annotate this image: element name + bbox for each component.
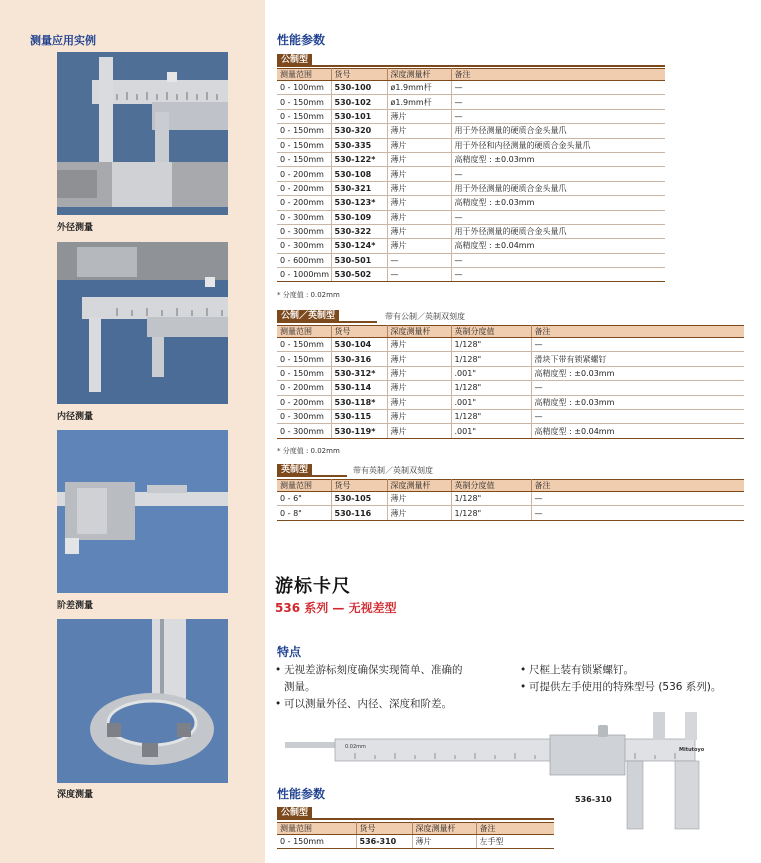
feature-text: 测量。: [284, 681, 316, 693]
col-code: 货号: [356, 823, 412, 835]
table-cell: ø1.9mm杆: [387, 81, 451, 95]
table-cell: ø1.9mm杆: [387, 95, 451, 109]
table-row: [277, 424, 744, 438]
table-cell: 用于外径测量的硬质合金头量爪: [451, 124, 665, 138]
table-cell: 1/128": [451, 409, 531, 423]
features-left: [275, 662, 515, 713]
table-cell: 536-310: [356, 835, 412, 849]
table-cell: 530-322: [331, 224, 387, 238]
bullet: •: [520, 681, 527, 693]
table-cell: .001": [451, 424, 531, 438]
table-row: [277, 152, 665, 166]
col-inch-graduation: 英制分度值: [451, 480, 531, 492]
table-cell: —: [531, 492, 744, 506]
table-cell: 0 - 200mm: [277, 167, 331, 181]
table-row: [277, 366, 744, 380]
table-cell: 薄片: [387, 506, 451, 520]
table-cell: 高精度型 : ±0.03mm: [531, 366, 744, 380]
table-cell: 1/128": [451, 492, 531, 506]
table-cell: 0 - 300mm: [277, 239, 331, 253]
depth-measurement-photo: [57, 619, 228, 783]
table-row: [277, 109, 665, 123]
table-cell: 530-321: [331, 181, 387, 195]
table-cell: 0 - 150mm: [277, 352, 331, 366]
table-cell: 0 - 1000mm: [277, 268, 331, 282]
table-cell: 薄片: [387, 352, 451, 366]
table-cell: 530-502: [331, 268, 387, 282]
table-cell: 530-109: [331, 210, 387, 224]
caption-outer: 外径测量: [57, 223, 94, 233]
table-row: [277, 268, 665, 282]
table-cell: 530-119*: [331, 424, 387, 438]
table-row: [277, 224, 665, 238]
spec-title: 性能参数: [277, 787, 326, 801]
table-row: [277, 338, 744, 352]
table-cell: 0 - 300mm: [277, 424, 331, 438]
table-cell: 薄片: [387, 492, 451, 506]
left-hand-spec-table: [277, 822, 554, 849]
table-row: [277, 181, 665, 195]
table-cell: 薄片: [387, 196, 451, 210]
col-depth-rod: 深度测量杆: [387, 69, 451, 81]
table-cell: 0 - 600mm: [277, 253, 331, 267]
col-remarks: 备注: [451, 69, 665, 81]
table-row: [277, 506, 744, 520]
table-cell: 0 - 150mm: [277, 152, 331, 166]
spec-title: 性能参数: [277, 33, 326, 47]
table-cell: 530-104: [331, 338, 387, 352]
table-row: [277, 95, 665, 109]
table-cell: 薄片: [387, 181, 451, 195]
table-cell: 高精度型 : ±0.03mm: [451, 152, 665, 166]
feature-item: [520, 662, 756, 679]
table-cell: 0 - 150mm: [277, 138, 331, 152]
table-row: [277, 381, 744, 395]
table-cell: 530-124*: [331, 239, 387, 253]
table-row: [277, 210, 665, 224]
tag-rule: [277, 321, 377, 323]
table-cell: 薄片: [387, 239, 451, 253]
table-cell: 1/128": [451, 506, 531, 520]
caption-depth: 深度测量: [57, 790, 94, 800]
caption-step: 阶差测量: [57, 601, 94, 611]
col-range: 测量范围: [277, 823, 356, 835]
application-examples-panel: [0, 0, 265, 863]
table-cell: 530-122*: [331, 152, 387, 166]
col-range: 测量范围: [277, 326, 331, 338]
table-cell: 薄片: [387, 409, 451, 423]
col-range: 测量范围: [277, 480, 331, 492]
table-cell: 薄片: [412, 835, 476, 849]
table-cell: 0 - 8": [277, 506, 331, 520]
table-cell: 530-101: [331, 109, 387, 123]
table-row: [277, 167, 665, 181]
tag-note: 带有英制／英制双刻度: [353, 466, 433, 475]
table-row: [277, 492, 744, 506]
table-cell: 530-123*: [331, 196, 387, 210]
feature-text: 可以测量外径、内径、深度和阶差。: [284, 698, 452, 710]
feature-item: [275, 662, 515, 679]
table-row: [277, 81, 665, 95]
feature-item: [520, 679, 756, 696]
table-cell: —: [387, 253, 451, 267]
table-row: [277, 196, 665, 210]
table-cell: 1/128": [451, 352, 531, 366]
table-cell: 530-105: [331, 492, 387, 506]
table-row: [277, 352, 744, 366]
table-cell: 0 - 150mm: [277, 109, 331, 123]
table-cell: —: [451, 95, 665, 109]
panel-title: 测量应用实例: [30, 34, 96, 47]
inch-tag: 英制型: [277, 464, 312, 477]
table-cell: 0 - 150mm: [277, 338, 331, 352]
inner-measurement-photo: [57, 242, 228, 404]
table-cell: —: [451, 81, 665, 95]
table-cell: 530-316: [331, 352, 387, 366]
table-cell: 用于外径测量的硬质合金头量爪: [451, 224, 665, 238]
table-cell: 薄片: [387, 109, 451, 123]
table-cell: 左手型: [476, 835, 554, 849]
table-cell: —: [531, 338, 744, 352]
table-cell: 用于外径测量的硬质合金头量爪: [451, 181, 665, 195]
metric-inch-tag-row: [277, 310, 744, 323]
product-title: 游标卡尺: [275, 576, 351, 597]
table-cell: —: [451, 167, 665, 181]
col-remarks: 备注: [531, 480, 744, 492]
metric-tag-row: [277, 54, 665, 67]
table-cell: 薄片: [387, 167, 451, 181]
table-cell: 用于外径和内径测量的硬质合金头量爪: [451, 138, 665, 152]
table-cell: 0 - 150mm: [277, 95, 331, 109]
table-cell: 薄片: [387, 124, 451, 138]
footnote: * 分度值 : 0.02mm: [277, 291, 340, 299]
table-cell: 530-102: [331, 95, 387, 109]
outer-measurement-photo: [57, 52, 228, 215]
table-cell: —: [451, 268, 665, 282]
table-cell: 530-501: [331, 253, 387, 267]
table-cell: 0 - 100mm: [277, 81, 331, 95]
table-cell: —: [451, 253, 665, 267]
tag-rule: [277, 818, 554, 820]
col-code: 货号: [331, 326, 387, 338]
table-row: [277, 409, 744, 423]
table-cell: 0 - 150mm: [277, 835, 356, 849]
table-cell: 530-108: [331, 167, 387, 181]
feature-text: 无视差游标刻度确保实现简单、准确的: [284, 664, 463, 676]
table-cell: 530-312*: [331, 366, 387, 380]
table-cell: .001": [451, 366, 531, 380]
table-cell: 1/128": [451, 381, 531, 395]
table-cell: 0 - 200mm: [277, 196, 331, 210]
tag-rule: [277, 65, 665, 67]
table-cell: —: [531, 381, 744, 395]
table-cell: 530-116: [331, 506, 387, 520]
table-cell: —: [387, 268, 451, 282]
inch-spec-table: [277, 479, 744, 521]
bullet: •: [275, 664, 282, 676]
table-cell: 高精度型 : ±0.04mm: [531, 424, 744, 438]
table-cell: 0 - 300mm: [277, 210, 331, 224]
col-depth-rod: 深度测量杆: [412, 823, 476, 835]
table-cell: 滑块下带有锁紧螺钉: [531, 352, 744, 366]
table-cell: —: [531, 506, 744, 520]
product-subtitle: 536 系列 — 无视差型: [275, 601, 397, 615]
table-cell: 530-100: [331, 81, 387, 95]
feature-text: 尺框上装有锁紧螺钉。: [529, 664, 634, 676]
table-cell: 薄片: [387, 138, 451, 152]
table-cell: 薄片: [387, 366, 451, 380]
table-cell: —: [451, 210, 665, 224]
metric-inch-tag: 公制／英制型: [277, 310, 339, 323]
metric-tag: 公制型: [277, 54, 312, 67]
table-cell: 薄片: [387, 424, 451, 438]
bullet: •: [275, 698, 282, 710]
table-cell: 薄片: [387, 152, 451, 166]
table-cell: 530-115: [331, 409, 387, 423]
table-cell: —: [531, 409, 744, 423]
table-cell: 0 - 150mm: [277, 366, 331, 380]
features-title: 特点: [277, 645, 302, 659]
table-cell: 0 - 150mm: [277, 124, 331, 138]
step-measurement-photo: [57, 430, 228, 593]
brand-logo: Mitutoyo: [679, 747, 705, 753]
table-cell: 530-114: [331, 381, 387, 395]
table-row: [277, 395, 744, 409]
table-cell: 高精度型 : ±0.04mm: [451, 239, 665, 253]
metric-inch-spec-table: [277, 325, 744, 439]
features-right: [520, 662, 756, 696]
table-cell: 0 - 6": [277, 492, 331, 506]
table-row: [277, 138, 665, 152]
metric-tag: 公制型: [277, 807, 312, 820]
table-cell: 0 - 300mm: [277, 409, 331, 423]
table-row: [277, 124, 665, 138]
col-range: 测量范围: [277, 69, 331, 81]
col-code: 货号: [331, 480, 387, 492]
bullet: •: [520, 664, 527, 676]
footnote: * 分度值 : 0.02mm: [277, 447, 340, 455]
table-cell: 1/128": [451, 338, 531, 352]
table-cell: 薄片: [387, 210, 451, 224]
table-cell: 0 - 200mm: [277, 381, 331, 395]
col-depth-rod: 深度测量杆: [387, 326, 451, 338]
table-cell: 0 - 200mm: [277, 181, 331, 195]
metric-tag-row: [277, 807, 554, 820]
table-row: [277, 835, 554, 849]
table-cell: 薄片: [387, 381, 451, 395]
table-cell: 530-320: [331, 124, 387, 138]
model-label: 536-310: [575, 795, 612, 804]
table-cell: .001": [451, 395, 531, 409]
metric-spec-table: [277, 68, 665, 282]
table-cell: 薄片: [387, 224, 451, 238]
col-depth-rod: 深度测量杆: [387, 480, 451, 492]
svg-text:0.02mm: 0.02mm: [345, 744, 366, 750]
col-remarks: 备注: [476, 823, 554, 835]
col-inch-graduation: 英制分度值: [451, 326, 531, 338]
table-cell: 薄片: [387, 395, 451, 409]
col-code: 货号: [331, 69, 387, 81]
col-remarks: 备注: [531, 326, 744, 338]
inch-tag-row: [277, 464, 744, 477]
feature-text: 可提供左手使用的特殊型号 (536 系列)。: [529, 681, 722, 693]
table-cell: 高精度型 : ±0.03mm: [531, 395, 744, 409]
table-row: [277, 239, 665, 253]
table-cell: —: [451, 109, 665, 123]
feature-item: [275, 679, 515, 696]
tag-rule: [277, 475, 347, 477]
table-row: [277, 253, 665, 267]
table-cell: 530-118*: [331, 395, 387, 409]
table-cell: 0 - 300mm: [277, 224, 331, 238]
table-cell: 薄片: [387, 338, 451, 352]
tag-note: 带有公制／英制双刻度: [385, 312, 465, 321]
table-cell: 0 - 200mm: [277, 395, 331, 409]
table-cell: 530-335: [331, 138, 387, 152]
table-cell: 高精度型 : ±0.03mm: [451, 196, 665, 210]
caption-inner: 内径测量: [57, 412, 94, 422]
